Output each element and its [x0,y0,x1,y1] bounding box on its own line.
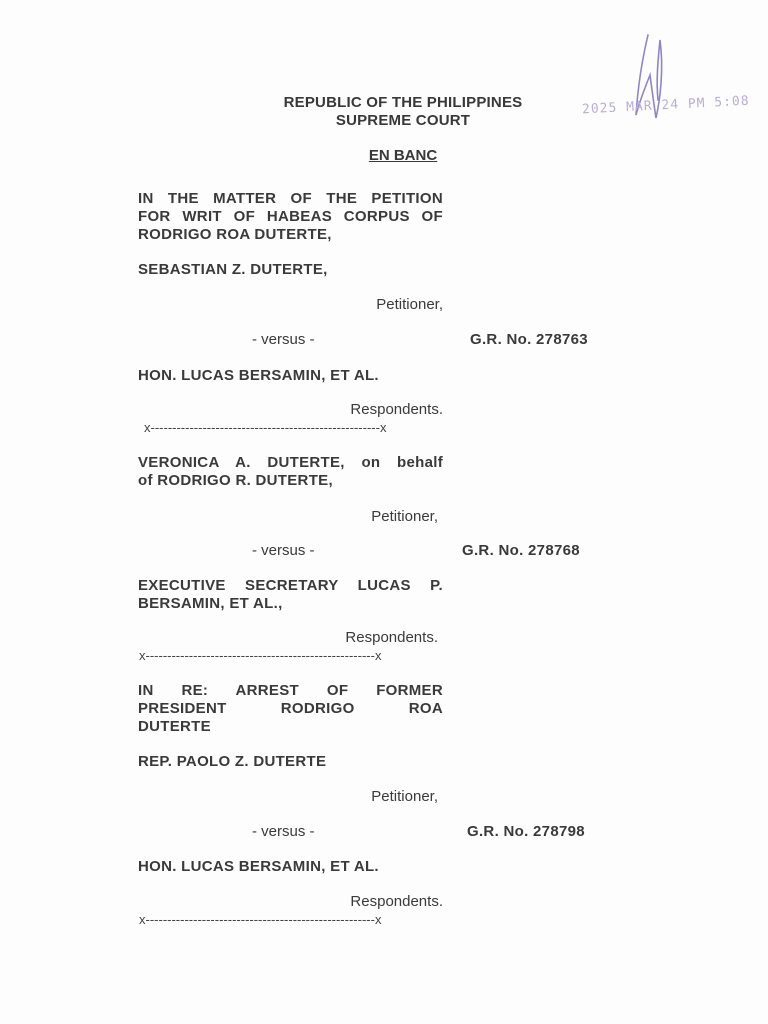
case3-gr-number: G.R. No. 278798 [467,823,585,840]
case2-gr-number: G.R. No. 278768 [462,542,580,559]
header-republic: REPUBLIC OF THE PHILIPPINES [283,94,523,111]
header-court: SUPREME COURT [335,112,471,129]
case3-respondent-name: HON. LUCAS BERSAMIN, ET AL. [138,858,379,875]
case1-title-line1: IN THE MATTER OF THE PETITION [138,190,443,207]
case2-separator: x-----------------------------------------------------x [139,648,382,663]
case2-respondent-role: Respondents. [345,629,438,646]
case3-respondent-role: Respondents. [350,893,443,910]
case1-respondent-role: Respondents. [350,401,443,418]
case1-versus: - versus - [252,331,315,348]
case2-respondent-line2: BERSAMIN, ET AL., [138,595,283,612]
case3-separator: x-----------------------------------------------------x [139,912,382,927]
case1-title-line3: RODRIGO ROA DUTERTE, [138,226,332,243]
received-stamp: 2025 MAR 24 PM 5:08 [581,93,750,118]
case1-respondent-name: HON. LUCAS BERSAMIN, ET AL. [138,367,379,384]
case3-title-line3: DUTERTE [138,718,211,735]
case2-versus: - versus - [252,542,315,559]
case2-petitioner-role: Petitioner, [371,508,438,525]
case2-petitioner-line1: VERONICA A. DUTERTE, on behalf [138,454,443,471]
case3-title-line2: PRESIDENT RODRIGO ROA [138,700,443,717]
case1-separator: x-----------------------------------------------------x [144,420,387,435]
case3-petitioner-name: REP. PAOLO Z. DUTERTE [138,753,327,770]
case1-petitioner-name: SEBASTIAN Z. DUTERTE, [138,261,328,278]
case3-title-line1: IN RE: ARREST OF FORMER [138,682,443,699]
division-label: EN BANC [368,147,438,164]
case2-respondent-line1: EXECUTIVE SECRETARY LUCAS P. [138,577,443,594]
case3-petitioner-role: Petitioner, [371,788,438,805]
case3-versus: - versus - [252,823,315,840]
case1-gr-number: G.R. No. 278763 [470,331,588,348]
case2-petitioner-line2: of RODRIGO R. DUTERTE, [138,472,333,489]
case1-petitioner-role: Petitioner, [376,296,443,313]
header-division [240,147,566,164]
case1-title-line2: FOR WRIT OF HABEAS CORPUS OF [138,208,443,225]
